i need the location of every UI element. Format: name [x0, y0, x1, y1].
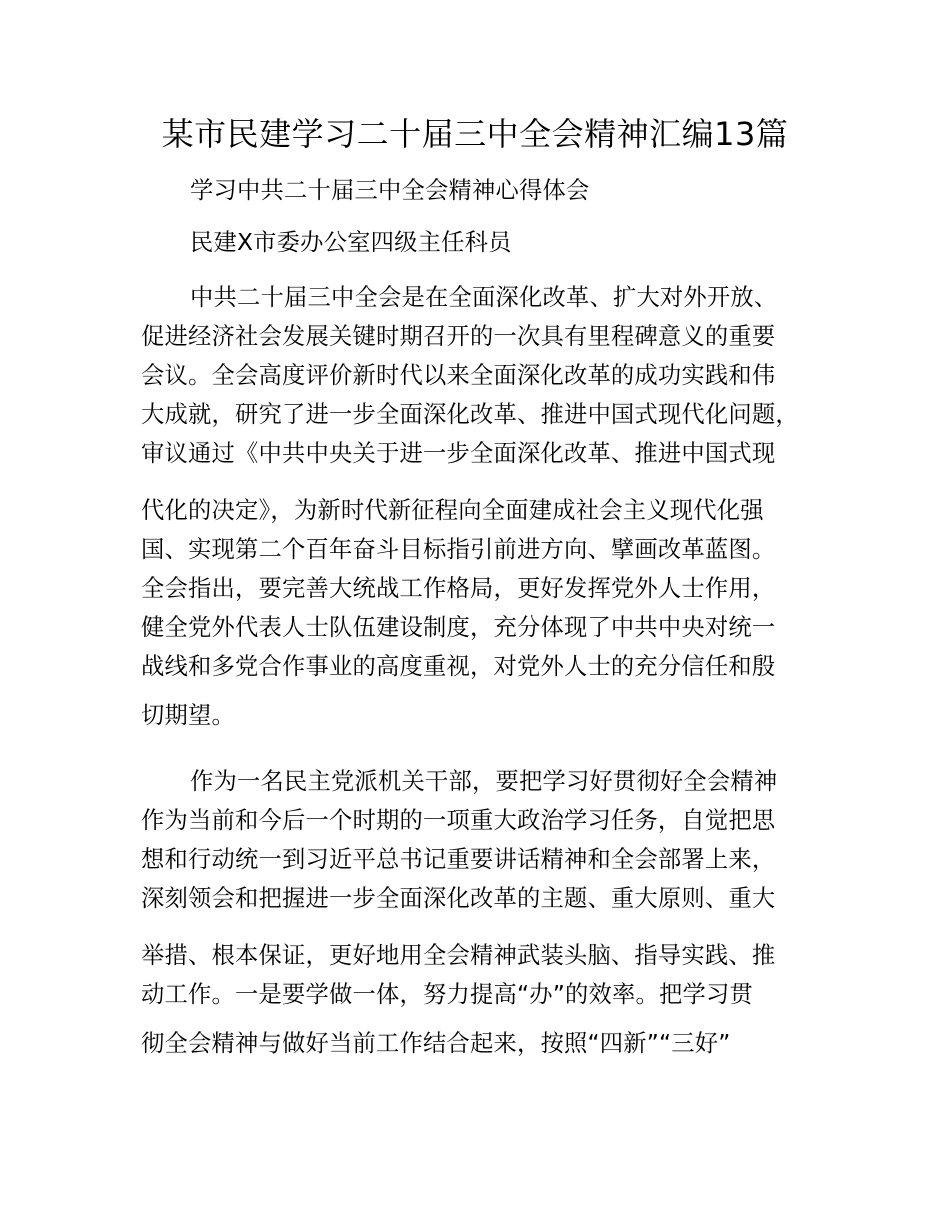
- paragraph-line: 动工作。一是要学做一体，努力提高“办”的效率。把学习贯: [141, 981, 753, 1008]
- paragraph-line: 深刻领会和把握进一步全面深化改革的主题、重大原则、重大: [141, 885, 776, 912]
- paragraph-line: 国、实现第二个百年奋斗目标指引前进方向、擘画改革蓝图。: [141, 536, 776, 563]
- document-author: 民建X市委办公室四级主任科员: [190, 229, 512, 256]
- paragraph-line: 代化的决定》，为新时代新征程向全面建成社会主义现代化强: [141, 497, 764, 524]
- document-subtitle: 学习中共二十届三中全会精神心得体会: [190, 177, 590, 204]
- paragraph-line: 促进经济社会发展关键时期召开的一次具有里程碑意义的重要: [141, 323, 776, 350]
- paragraph-line: 作为当前和今后一个时期的一项重大政治学习任务，自觉把思: [141, 807, 776, 834]
- paragraph-line: 全会指出，要完善大统战工作格局，更好发挥党外人士作用，: [141, 575, 776, 602]
- document-title: 某市民建学习二十届三中全会精神汇编13篇: [161, 115, 789, 153]
- paragraph-line: 大成就，研究了进一步全面深化改革、推进中国式现代化问题，: [141, 401, 799, 428]
- paragraph-line: 想和行动统一到习近平总书记重要讲话精神和全会部署上来，: [141, 846, 776, 873]
- paragraph-line: 彻全会精神与做好当前工作结合起来，按照“四新”“三好”: [141, 1030, 731, 1057]
- paragraph-line: 中共二十届三中全会是在全面深化改革、扩大对外开放、: [190, 284, 778, 311]
- paragraph-line: 举措、根本保证，更好地用全会精神武装头脑、指导实践、推: [141, 942, 776, 969]
- paragraph-line: 审议通过《中共中央关于进一步全面深化改革、推进中国式现: [141, 440, 776, 467]
- paragraph-line: 健全党外代表人士队伍建设制度，充分体现了中共中央对统一: [141, 614, 776, 641]
- paragraph-line: 切期望。: [141, 702, 235, 729]
- paragraph-line: 战线和多党合作事业的高度重视，对党外人士的充分信任和殷: [141, 653, 776, 680]
- paragraph-line: 作为一名民主党派机关干部，要把学习好贯彻好全会精神: [190, 768, 778, 795]
- paragraph-line: 会议。全会高度评价新时代以来全面深化改革的成功实践和伟: [141, 362, 776, 389]
